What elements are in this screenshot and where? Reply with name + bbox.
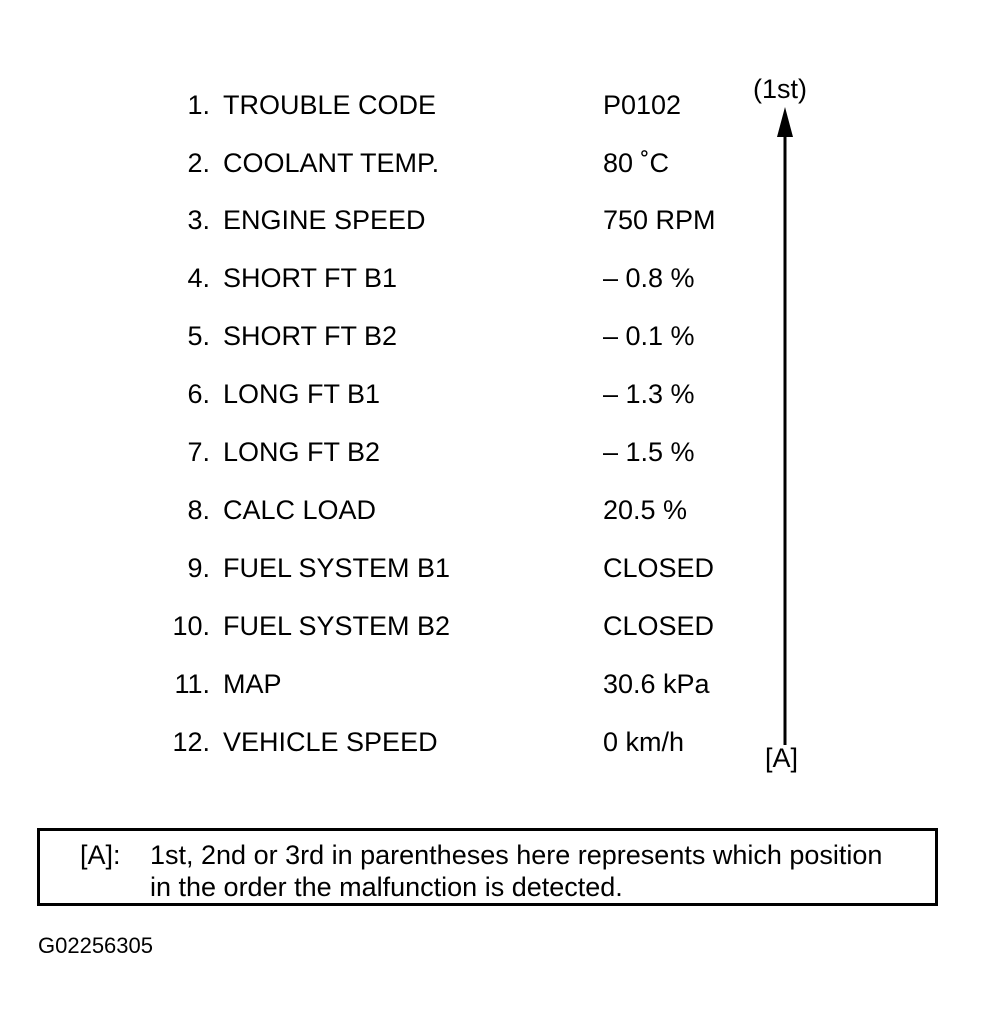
parameter-name: LONG FT B1 (223, 379, 381, 409)
parameter-name: FUEL SYSTEM B2 (223, 611, 451, 641)
row-number: 9. (187, 553, 210, 583)
marker-label: [A] (765, 743, 799, 773)
row-number: 8. (187, 495, 210, 525)
row-number: 10. (172, 611, 210, 641)
parameter-name: MAP (223, 669, 282, 699)
parameter-value: 0 km/h (603, 727, 685, 757)
parameter-value: 20.5 % (603, 495, 688, 525)
row-number: 11. (174, 669, 210, 699)
parameter-name: ENGINE SPEED (223, 205, 426, 235)
parameter-name: SHORT FT B1 (223, 263, 398, 293)
note-text: 1st, 2nd or 3rd in parentheses here represents which position in the order the malfunction is detected. (150, 840, 883, 902)
row-number: 7. (187, 437, 210, 467)
parameter-value: – 1.5 % (603, 437, 695, 467)
row-number: 6. (187, 379, 210, 409)
row-number: 2. (187, 148, 210, 178)
row-number: 3. (187, 205, 210, 235)
parameter-value: 30.6 kPa (603, 669, 710, 699)
parameter-value: 750 RPM (603, 205, 716, 235)
parameter-value: CLOSED (603, 611, 715, 641)
note-box (37, 828, 938, 906)
figure-code: G02256305 (38, 933, 153, 958)
parameter-value: P0102 (603, 90, 682, 120)
parameter-value: CLOSED (603, 553, 715, 583)
parameter-name: COOLANT TEMP. (223, 148, 440, 178)
parameter-name: CALC LOAD (223, 495, 377, 525)
row-number: 1. (187, 90, 210, 120)
row-number: 4. (187, 263, 210, 293)
parameter-name: LONG FT B2 (223, 437, 381, 467)
parameter-name: VEHICLE SPEED (223, 727, 438, 757)
parameter-name: FUEL SYSTEM B1 (223, 553, 451, 583)
row-number: 12. (172, 727, 210, 757)
note-key: [A]: (80, 840, 121, 870)
parameter-name: TROUBLE CODE (223, 90, 437, 120)
parameter-value: – 1.3 % (603, 379, 695, 409)
parameter-value: – 0.1 % (603, 321, 695, 351)
parameter-value: 80 ˚C (603, 148, 670, 178)
row-number: 5. (187, 321, 210, 351)
parameter-value: – 0.8 % (603, 263, 695, 293)
parameter-name: SHORT FT B2 (223, 321, 398, 351)
up-arrow-icon (770, 105, 800, 745)
order-label: (1st) (753, 74, 807, 104)
